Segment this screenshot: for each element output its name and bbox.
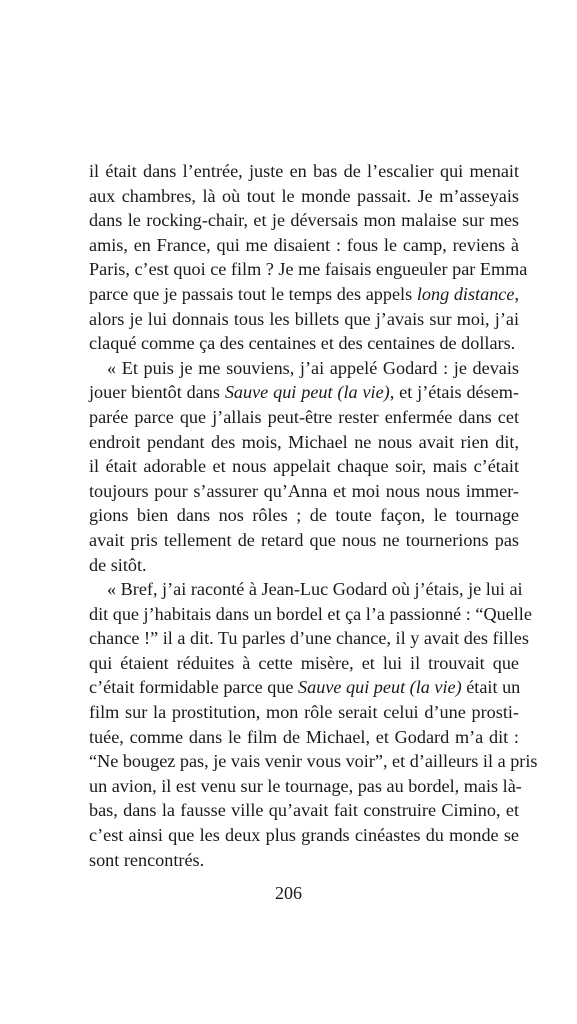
text-line [89,257,528,282]
text-segment: c’était formidable parce que [89,677,299,698]
text-line [89,307,519,332]
text-line [89,798,519,823]
text-line [89,774,522,799]
text-line [89,430,519,455]
text-line [89,331,519,356]
text-segment: parée parce que j’allais peut-être rester enfermée dans cet [89,406,519,427]
text-line [89,700,519,725]
text-segment: , et j’étais désem- [389,382,519,403]
text-line [89,184,519,209]
text-line [89,479,519,504]
text-segment: amis, en France, qui me disaient : fous le camp, reviens à [89,234,519,255]
text-segment: qui étaient réduites à cette misère, et lui il trouvait que [89,652,519,673]
paragraph [89,159,528,356]
text-line [89,553,519,578]
page-number: 206 [275,883,302,903]
text-segment: avait pris tellement de retard que nous ne tournerions pas [89,529,519,550]
text-line [89,503,519,528]
text-segment: c’est ainsi que les deux plus grands cinéastes du monde se [89,825,519,846]
text-line [89,823,519,848]
text-segment: « Et puis je me souviens, j’ai appelé Godard : je devais [107,357,519,378]
text-segment: toujours pour s’assurer qu’Anna et moi nous nous immer- [89,480,519,501]
text-line [89,208,519,233]
text-line [89,749,538,774]
text-segment: dit que j’habitais dans un bordel et ça l’a passionné : “Quelle [89,603,532,624]
text-segment: film sur la prostitution, mon rôle serait celui d’une prosti- [89,702,519,723]
text-line [89,848,519,873]
text-line [89,380,519,405]
text-segment: dans le rocking-chair, et je déversais mon malaise sur mes [89,210,519,231]
text-line [89,651,519,676]
text-segment: “Ne bougez pas, je vais venir vous voir”, et d’ailleurs il a pris [89,751,538,772]
text-segment: , [514,283,519,304]
text-segment: bas, dans la fausse ville qu’avait fait construire Cimino, et [89,800,519,821]
text-line [89,528,519,553]
text-segment: « Bref, j’ai raconté à Jean-Luc Godard où j’étais, je lui ai [107,579,523,600]
text-segment: tuée, comme dans le film de Michael, et Godard m’a dit : [89,726,519,747]
text-segment: aux chambres, là où tout le monde passait. Je m’asseyais [89,185,519,206]
text-segment: chance !” il a dit. Tu parles d’une chance, il y avait des filles [89,628,529,649]
paragraph [89,577,538,872]
text-segment: claqué comme ça des centaines et des centaines de dollars. [89,333,516,354]
text-segment: était un [461,677,521,698]
text-line [89,356,519,381]
text-segment: de sitôt. [89,554,147,575]
page-body-text [89,159,538,872]
text-segment: jouer bientôt dans [89,382,225,403]
italic-text-segment: long distance [416,283,515,304]
text-segment: il était dans l’entrée, juste en bas de l’escalier qui menait [89,161,519,181]
text-line [89,282,519,307]
text-line [89,725,519,750]
text-line [89,454,519,479]
text-line [89,233,519,258]
text-segment: parce que je passais tout le temps des appels [89,283,417,304]
text-line [89,602,532,627]
paragraph [89,356,519,577]
text-segment: endroit pendant des mois, Michael ne nous avait rien dit, [89,431,519,452]
text-line [89,577,523,602]
text-line [89,405,519,430]
italic-text-segment: Sauve qui peut (la vie) [224,382,390,403]
text-segment: alors je lui donnais tous les billets que j’avais sur moi, j’ai [89,308,519,329]
text-segment: Paris, c’est quoi ce film ? Je me faisais engueuler par Emma [89,259,528,280]
text-segment: sont rencontrés. [89,849,205,870]
italic-text-segment: Sauve qui peut (la vie) [298,677,462,698]
text-line [89,159,519,184]
text-line [89,675,519,700]
text-segment: il était adorable et nous appelait chaque soir, mais c’était [89,456,519,477]
text-segment: gions bien dans nos rôles ; de toute façon, le tournage [89,505,519,526]
text-segment: un avion, il est venu sur le tournage, pas au bordel, mais là- [89,775,522,796]
text-line [89,626,529,651]
